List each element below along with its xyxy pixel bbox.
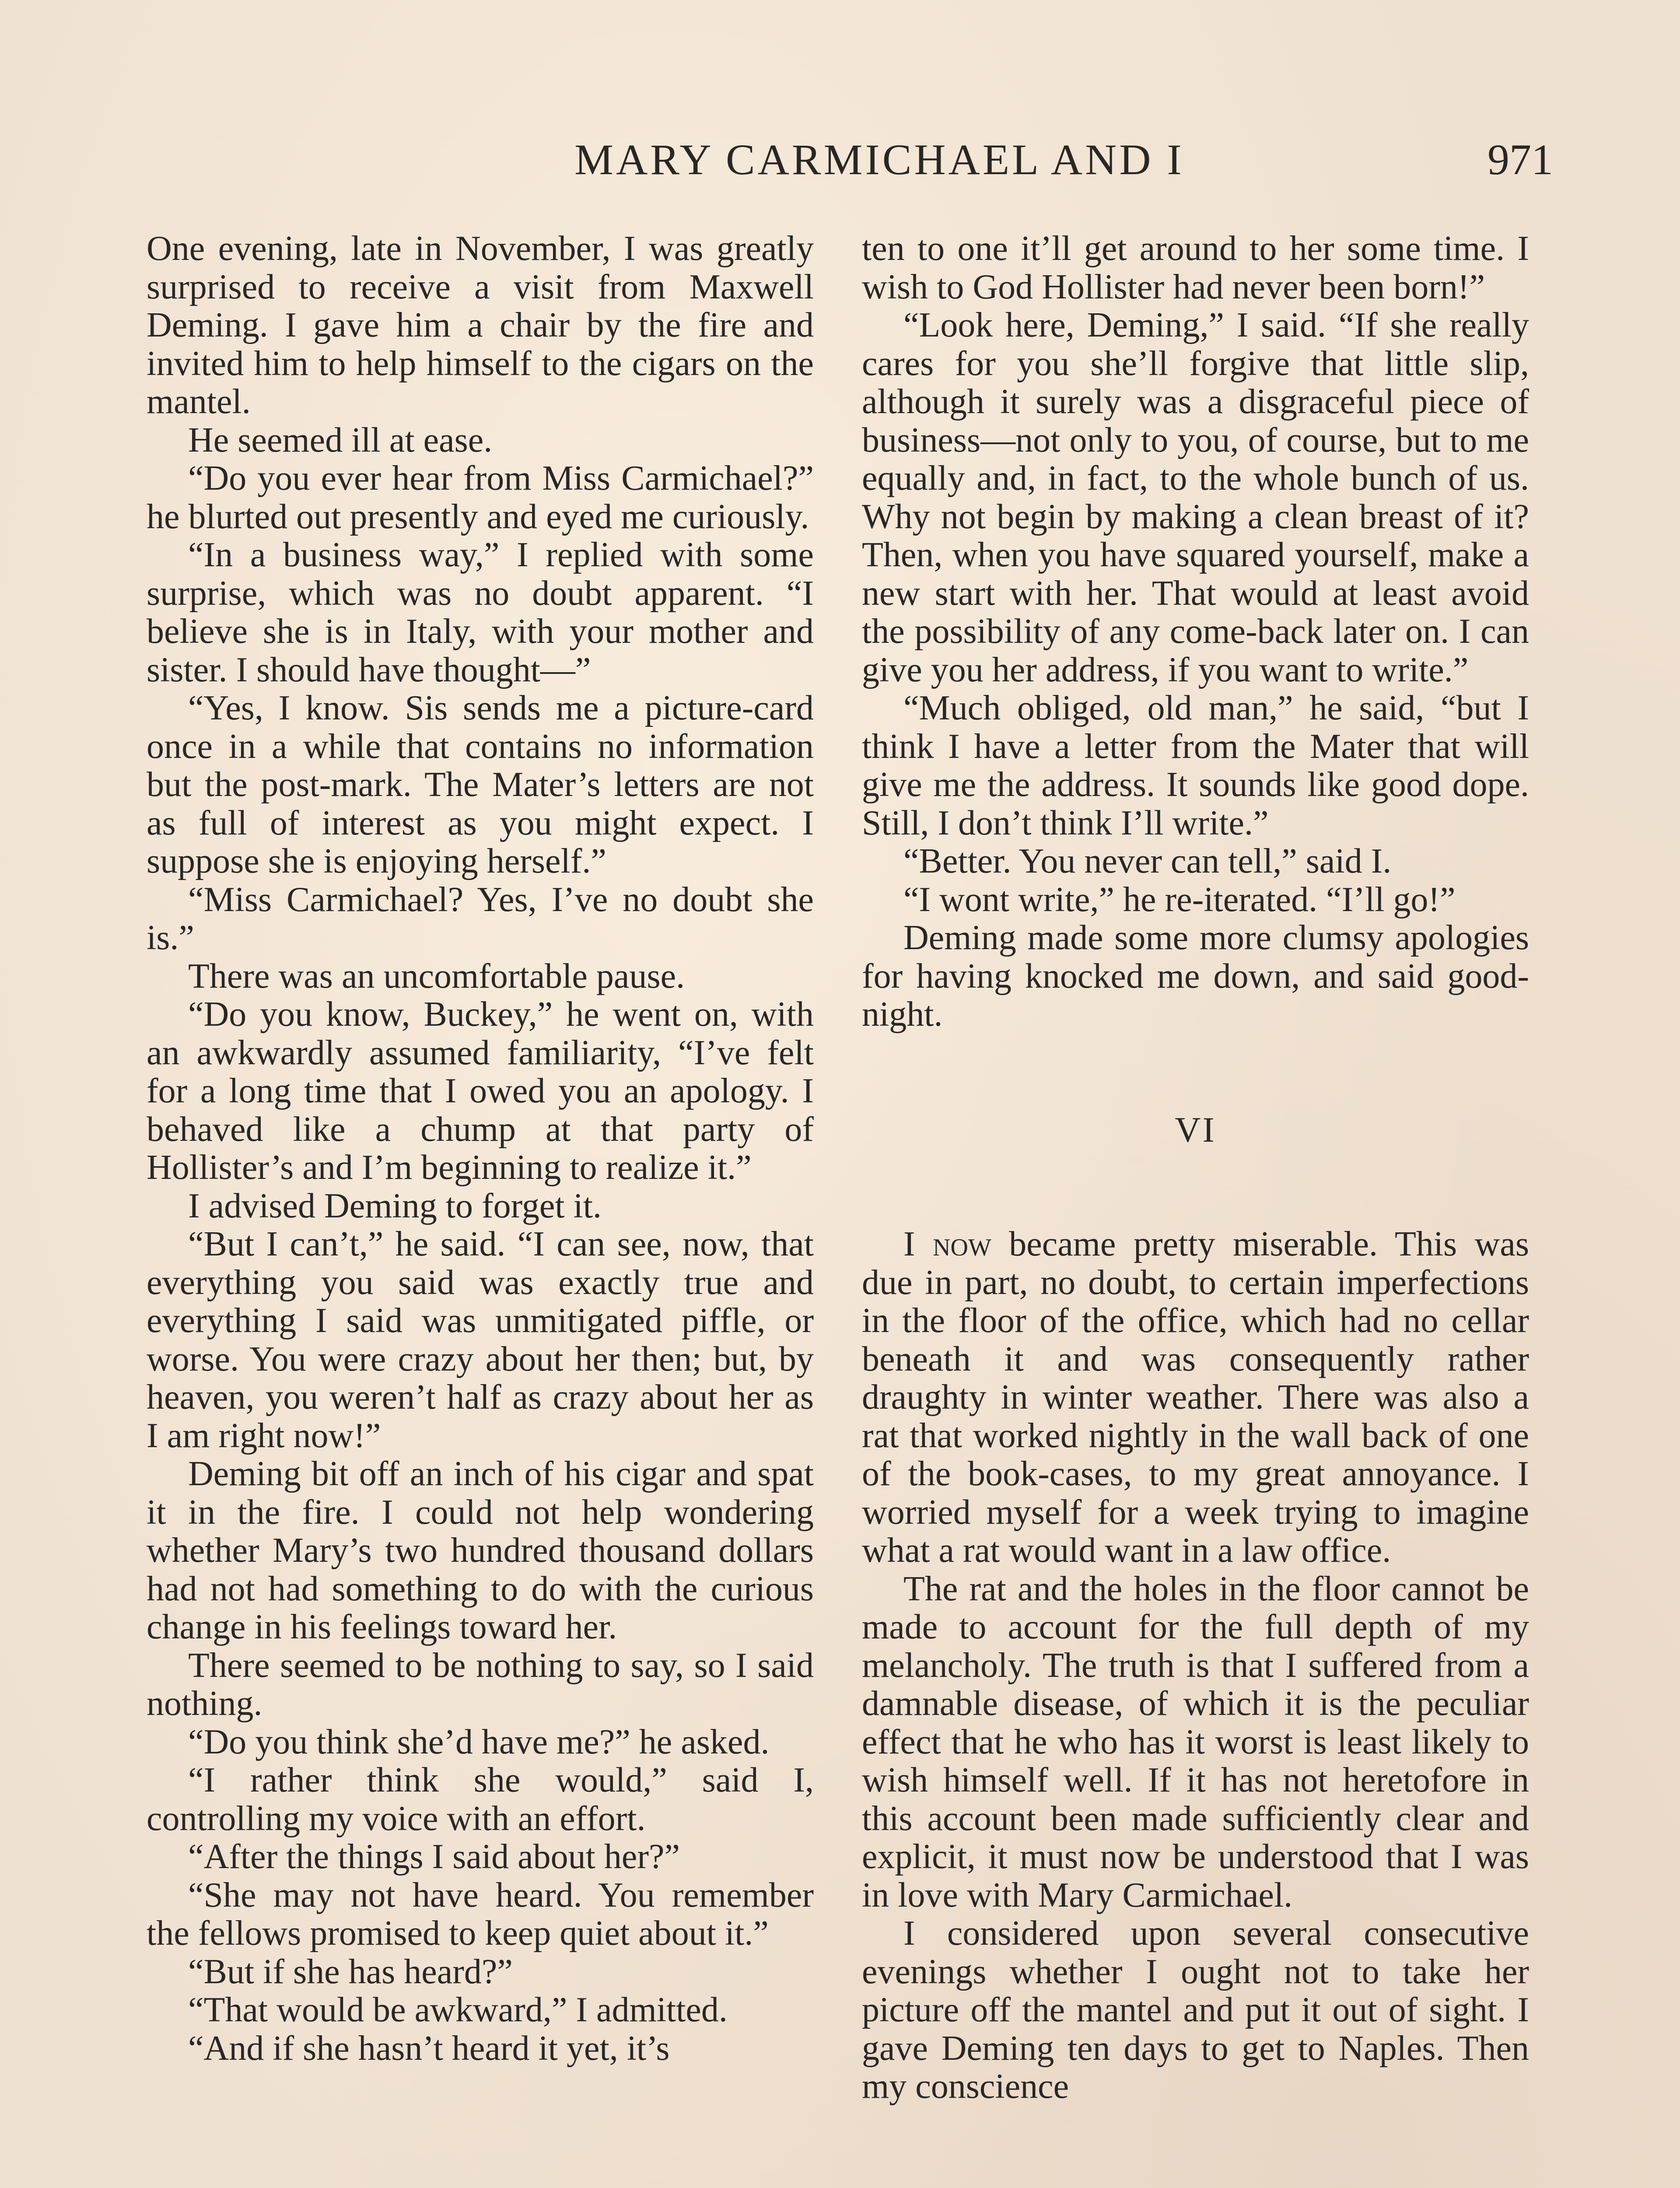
paragraph: “Do you think she’d have me?” he asked. <box>188 1722 770 1761</box>
paragraph-initial: I <box>903 1225 933 1263</box>
running-title: MARY CARMICHAEL AND I <box>574 135 1184 184</box>
paragraph: “Better. You never can tell,” said I. <box>903 842 1392 880</box>
paragraph: “Do you ever hear from Miss Carmichael?” he blurted out presently and eyed me curiously. <box>147 459 814 536</box>
paragraph: “I wont write,” he re-iterated. “I’ll go!” <box>903 880 1456 919</box>
paragraph: There was an uncomfortable pause. <box>188 957 685 996</box>
paragraph: “After the things I said about her?” <box>188 1837 680 1876</box>
paragraph <box>862 1225 1529 1570</box>
right-column <box>862 230 1529 2106</box>
paragraph: One evening, late in November, I was greatly surprised to receive a visit from Maxwell Deming. I gave him a chair by the fire and invited him to help himself to the cigars on the mantel. <box>147 229 814 421</box>
paragraph-text: became pretty miserable. This was due in part, no doubt, to certain imperfections in the floor of the office, which had no cellar beneath it and was consequently rather draughty in winter weather. There was also a rat that worked nightly in the wall back of one of the book-cases, to my great annoyance. I worried myself for a week trying to imagine what a rat would want in a law office. <box>862 1225 1530 1570</box>
paragraph: “And if she hasn’t heard it yet, it’s <box>188 2029 670 2068</box>
paragraph: “That would be awkward,” I admitted. <box>188 1991 728 2029</box>
paragraph: He seemed ill at ease. <box>188 421 493 459</box>
paragraph: Deming bit off an inch of his cigar and spat it in the fire. I could not help wondering whether Mary’s two hundred thousand dollars had not had something to do with the curious change in his feelings toward her. <box>147 1455 814 1646</box>
paragraph: “But if she has heard?” <box>188 1952 513 1991</box>
paragraph: “Do you know, Buckey,” he went on, with an awkwardly assumed familiarity, “I’ve felt for a long time that I owed you an apology. I behaved like a chump at that party of Hollister’s and I’m beginning to realize it.” <box>147 995 814 1187</box>
page-number: 971 <box>1488 135 1553 184</box>
section-heading: VI <box>1175 1109 1216 1150</box>
paragraph: The rat and the holes in the floor cannot be made to account for the full depth of my melancholy. The truth is that I suffered from a damnable disease, of which it is the peculiar effect that he who has it worst is least likely to wish himself well. If it has not heretofore in this account been made sufficiently clear and explicit, it must now be understood that I was in love with Mary Carmichael. <box>862 1569 1529 1914</box>
page-header <box>144 131 1553 188</box>
paragraph: “Much obliged, old man,” he said, “but I think I have a letter from the Mater that will give me the address. It sounds like good dope. Still, I don’t think I’ll write.” <box>862 689 1529 842</box>
paragraph: “She may not have heard. You remember the fellows promised to keep quiet about it.” <box>147 1876 814 1953</box>
paragraph: “I rather think she would,” said I, controlling my voice with an effort. <box>147 1761 814 1838</box>
paragraph: I advised Deming to forget it. <box>188 1186 602 1225</box>
paragraph: “In a business way,” I replied with some surprise, which was no doubt apparent. “I believe she is in Italy, with your mother and sister. I should have thought—” <box>147 536 814 689</box>
paragraph: Deming made some more clumsy apologies for having knocked me down, and said good-night. <box>862 919 1529 1034</box>
paragraph: I considered upon several consecutive evenings whether I ought not to take her picture off the mantel and put it out of sight. I gave Deming ten days to get to Naples. Then my conscience <box>862 1914 1529 2106</box>
paragraph-smallcaps: now <box>933 1225 991 1263</box>
paragraph: “Miss Carmichael? Yes, I’ve no doubt she is.” <box>147 880 814 957</box>
paragraph: There seemed to be nothing to say, so I said nothing. <box>147 1646 814 1723</box>
paragraph: ten to one it’ll get around to her some time. I wish to God Hollister had never been born!” <box>862 229 1529 306</box>
paragraph: “Yes, I know. Sis sends me a picture-card once in a while that contains no information but the post-mark. The Mater’s letters are not as full of interest as you might expect. I suppose she is enjoying herself.” <box>147 689 814 880</box>
left-column <box>147 230 814 2068</box>
paragraph: “Look here, Deming,” I said. “If she really cares for you she’ll forgive that little slip, although it surely was a disgraceful piece of business—not only to you, of course, but to me equally and, in fact, to the whole bunch of us. Why not begin by making a clean breast of it? Then, when you have squared yourself, make a new start with her. That would at least avoid the possibility of any come-back later on. I can give you her address, if you want to write.” <box>862 306 1529 689</box>
paragraph: “But I can’t,” he said. “I can see, now, that everything you said was exactly true and everything I said was unmitigated piffle, or worse. You were crazy about her then; but, by heaven, you weren’t half as crazy about her as I am right now!” <box>147 1225 814 1455</box>
